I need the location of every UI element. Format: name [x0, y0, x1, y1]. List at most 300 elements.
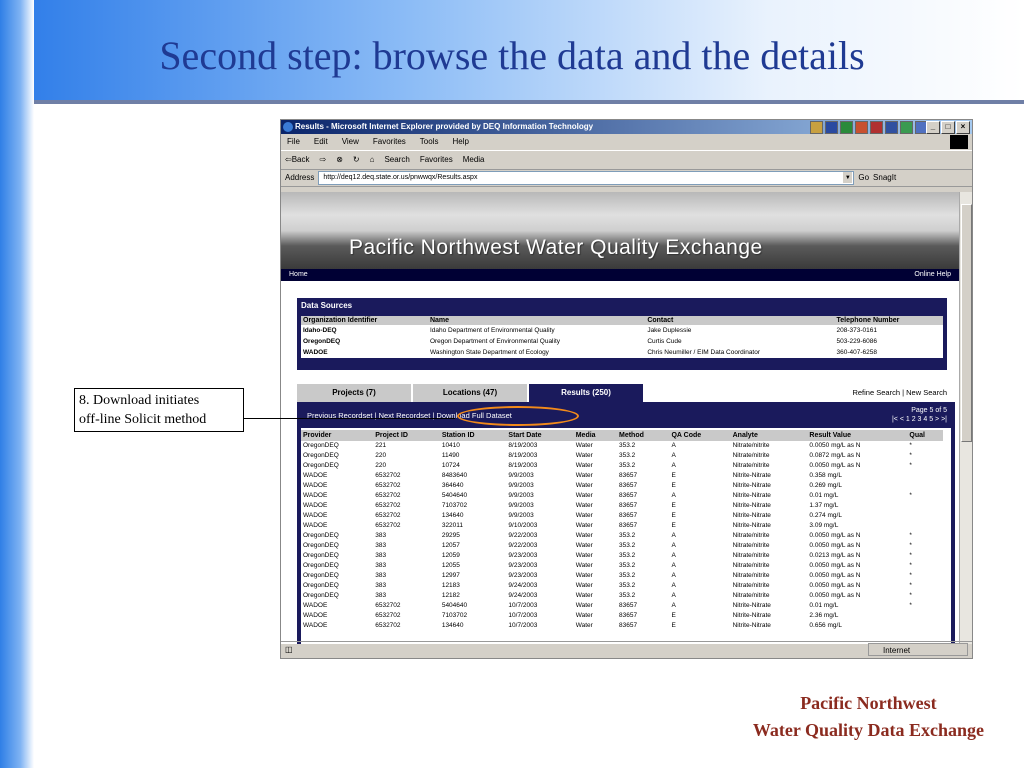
- table-cell: 383: [375, 562, 387, 569]
- table-cell: A: [671, 552, 676, 559]
- menu-edit[interactable]: Edit: [313, 137, 328, 146]
- table-cell: 9/24/2003: [508, 592, 538, 599]
- table-cell: 9/24/2003: [508, 582, 538, 589]
- menu-view[interactable]: View: [341, 137, 359, 146]
- table-row: [301, 451, 943, 461]
- table-cell: OregonDEQ: [303, 452, 339, 459]
- browser-toolbar: [281, 150, 972, 170]
- table-cell: 83657: [619, 492, 638, 499]
- refine-search-link[interactable]: Refine Search: [852, 388, 900, 397]
- column-header: Method: [617, 430, 669, 441]
- table-cell: Nitrate/nitrite: [732, 532, 770, 539]
- table-cell: 12055: [441, 562, 460, 569]
- scrollbar-thumb[interactable]: [961, 204, 972, 442]
- table-row: [301, 471, 943, 481]
- table-cell: OregonDEQ: [303, 462, 339, 469]
- table-cell: 10/7/2003: [508, 622, 538, 629]
- table-cell: 353.2: [619, 552, 636, 559]
- table-cell: [907, 481, 943, 491]
- table-cell: Water: [575, 492, 593, 499]
- menu-tools[interactable]: Tools: [419, 137, 439, 146]
- table-cell: *: [909, 492, 912, 499]
- menu-file[interactable]: File: [287, 137, 300, 146]
- favorites-button[interactable]: Favorites: [419, 155, 453, 164]
- table-cell: OregonDEQ: [303, 532, 339, 539]
- table-cell: [907, 521, 943, 531]
- data-sources-title: Data Sources: [301, 301, 353, 310]
- table-cell: [907, 611, 943, 621]
- footer-line1: Pacific Northwest: [800, 693, 937, 713]
- link-separator: |: [432, 411, 437, 420]
- table-cell: 353.2: [619, 582, 636, 589]
- table-cell: Water: [575, 582, 593, 589]
- table-cell: Nitrite-Nitrate: [732, 622, 771, 629]
- table-cell: 353.2: [619, 532, 636, 539]
- table-cell: Nitrite-Nitrate: [732, 502, 771, 509]
- table-cell: WADOE: [303, 472, 328, 479]
- pager: [892, 406, 947, 424]
- back-button[interactable]: ⇦Back: [285, 155, 310, 164]
- table-cell: 383: [375, 582, 387, 589]
- table-cell: WADOE: [303, 622, 328, 629]
- column-header: Media: [574, 430, 617, 441]
- column-header: Provider: [301, 430, 373, 441]
- table-cell: 0.0213 mg/L as N: [809, 552, 861, 559]
- table-cell: WADOE: [303, 492, 328, 499]
- table-cell: Water: [575, 602, 593, 609]
- table-cell: 12182: [441, 592, 460, 599]
- table-cell: 6532702: [375, 472, 401, 479]
- column-header: QA Code: [669, 430, 730, 441]
- table-cell: Nitrite-Nitrate: [732, 602, 771, 609]
- table-cell: Water: [575, 622, 593, 629]
- column-header: Result Value: [807, 430, 907, 441]
- table-row: [301, 441, 943, 451]
- results-table: [301, 430, 943, 631]
- table-row: [301, 581, 943, 591]
- table-cell: 83657: [619, 482, 638, 489]
- table-cell: 9/10/2003: [508, 522, 538, 529]
- outlook-icon[interactable]: [885, 121, 898, 134]
- table-cell: 83657: [619, 602, 638, 609]
- tab-projects[interactable]: Projects (7): [297, 384, 411, 402]
- table-row: [301, 481, 943, 491]
- menu-favorites[interactable]: Favorites: [372, 137, 406, 146]
- next-recordset-link[interactable]: Next Recordset: [378, 411, 431, 420]
- table-cell: Idaho Department of Environmental Quality: [429, 327, 555, 334]
- table-row: [301, 521, 943, 531]
- callout-line2: off-line Solicit method: [79, 412, 207, 427]
- table-cell: A: [671, 602, 676, 609]
- menu-bar: [281, 134, 972, 150]
- table-cell: 220: [375, 452, 387, 459]
- table-row: [301, 561, 943, 571]
- table-cell: OregonDEQ: [303, 582, 339, 589]
- table-cell: Nitrate/nitrite: [732, 582, 770, 589]
- status-bar: [281, 641, 972, 658]
- table-cell: A: [671, 542, 676, 549]
- table-cell: E: [671, 522, 676, 529]
- table-cell: Nitrate/nitrite: [732, 462, 770, 469]
- download-highlight-ellipse: [457, 406, 579, 426]
- table-cell: WADOE: [303, 512, 328, 519]
- table-cell: WADOE: [303, 602, 328, 609]
- table-cell: 12057: [441, 542, 460, 549]
- table-cell: Water: [575, 452, 593, 459]
- go-button[interactable]: Go: [858, 173, 870, 182]
- table-cell: Idaho-DEQ: [303, 327, 337, 334]
- address-label: Address: [285, 173, 315, 182]
- table-cell: 6532702: [375, 612, 401, 619]
- table-cell: A: [671, 562, 676, 569]
- window-title: Results - Microsoft Internet Explorer provided by DEQ Information Technology: [295, 122, 594, 131]
- table-cell: Oregon Department of Environmental Quality: [429, 338, 561, 345]
- table-row: [301, 551, 943, 561]
- table-cell: Nitrite-Nitrate: [732, 512, 771, 519]
- table-cell: 383: [375, 592, 387, 599]
- table-cell: A: [671, 442, 676, 449]
- table-cell: *: [909, 602, 912, 609]
- table-cell: 12183: [441, 582, 460, 589]
- data-sources-table: [301, 316, 943, 358]
- table-cell: Water: [575, 462, 593, 469]
- table-cell: 322011: [441, 522, 464, 529]
- pager-links[interactable]: |< < 1 2 3 4 5 > >|: [891, 416, 947, 423]
- table-cell: 0.358 mg/L: [809, 472, 842, 479]
- refresh-icon[interactable]: ↻: [352, 155, 360, 164]
- table-cell: A: [671, 592, 676, 599]
- table-cell: E: [671, 472, 676, 479]
- table-cell: *: [909, 452, 912, 459]
- table-cell: WADOE: [303, 502, 328, 509]
- table-cell: 2.36 mg/L: [809, 612, 839, 619]
- results-panel: [297, 402, 955, 644]
- table-cell: A: [671, 532, 676, 539]
- page-status-icon: ◫: [285, 645, 293, 654]
- table-cell: 0.656 mg/L: [809, 622, 842, 629]
- table-cell: 9/22/2003: [508, 542, 538, 549]
- address-value: http://deq12.deq.state.or.us/pnwwqx/Results.aspx: [323, 174, 478, 181]
- table-cell: Water: [575, 522, 593, 529]
- table-row: [301, 347, 943, 358]
- table-cell: [907, 471, 943, 481]
- excel-icon[interactable]: [840, 121, 853, 134]
- table-cell: *: [909, 562, 912, 569]
- table-cell: 0.0050 mg/L as N: [809, 532, 861, 539]
- table-row: [301, 501, 943, 511]
- table-cell: 0.0050 mg/L as N: [809, 562, 861, 569]
- table-cell: Nitrite-Nitrate: [732, 492, 771, 499]
- table-cell: 0.0050 mg/L as N: [809, 462, 861, 469]
- table-cell: 353.2: [619, 592, 636, 599]
- table-cell: WADOE: [303, 482, 328, 489]
- table-cell: 6532702: [375, 512, 401, 519]
- word-icon[interactable]: [825, 121, 838, 134]
- table-cell: 0.01 mg/L: [809, 492, 839, 499]
- table-cell: A: [671, 452, 676, 459]
- new-search-link[interactable]: New Search: [906, 388, 947, 397]
- table-row: [301, 325, 943, 336]
- column-header: Project ID: [373, 430, 440, 441]
- table-cell: WADOE: [303, 522, 328, 529]
- table-cell: 6532702: [375, 622, 401, 629]
- table-cell: 0.269 mg/L: [809, 482, 842, 489]
- table-cell: 10410: [441, 442, 460, 449]
- data-sources-panel: [297, 298, 947, 370]
- table-cell: *: [909, 442, 912, 449]
- table-cell: 9/22/2003: [508, 532, 538, 539]
- table-cell: 83657: [619, 622, 638, 629]
- table-cell: Water: [575, 472, 593, 479]
- window-controls: [926, 121, 970, 134]
- table-cell: E: [671, 612, 676, 619]
- link-separator: |: [374, 411, 379, 420]
- table-cell: *: [909, 542, 912, 549]
- table-row: [301, 601, 943, 611]
- menu-help[interactable]: Help: [452, 137, 469, 146]
- table-cell: 383: [375, 542, 387, 549]
- table-cell: 12059: [441, 552, 460, 559]
- table-cell: 5404640: [441, 492, 468, 499]
- callout-box: [74, 388, 244, 432]
- column-header: Telephone Number: [835, 316, 943, 325]
- table-cell: *: [909, 462, 912, 469]
- acrobat-icon[interactable]: [870, 121, 883, 134]
- table-cell: 8/19/2003: [508, 462, 538, 469]
- table-cell: *: [909, 592, 912, 599]
- table-cell: 0.0050 mg/L as N: [809, 442, 861, 449]
- search-links: [852, 384, 947, 402]
- snagit-button[interactable]: SnagIt: [873, 173, 897, 182]
- table-cell: 7103702: [441, 502, 468, 509]
- table-cell: OregonDEQ: [303, 552, 339, 559]
- table-cell: 0.0050 mg/L as N: [809, 572, 861, 579]
- close-icon[interactable]: ×: [956, 121, 970, 134]
- table-cell: 220: [375, 462, 387, 469]
- table-cell: *: [909, 582, 912, 589]
- table-row: [301, 461, 943, 471]
- table-cell: OregonDEQ: [303, 542, 339, 549]
- table-row: [301, 511, 943, 521]
- table-cell: Nitrite-Nitrate: [732, 472, 771, 479]
- maximize-icon[interactable]: □: [941, 121, 955, 134]
- table-cell: OregonDEQ: [303, 442, 339, 449]
- table-cell: 0.0050 mg/L as N: [809, 582, 861, 589]
- table-row: [301, 491, 943, 501]
- table-cell: Nitrate/nitrite: [732, 442, 770, 449]
- table-cell: E: [671, 512, 676, 519]
- table-cell: 353.2: [619, 452, 636, 459]
- site-navbar: [281, 269, 961, 281]
- table-cell: Water: [575, 532, 593, 539]
- table-cell: OregonDEQ: [303, 338, 341, 345]
- table-row: [301, 336, 943, 347]
- table-cell: 353.2: [619, 442, 636, 449]
- table-cell: 9/9/2003: [508, 502, 534, 509]
- table-cell: 503-229-6086: [836, 338, 877, 345]
- table-cell: Washington State Department of Ecology: [429, 349, 549, 356]
- page-scrollbar[interactable]: [959, 192, 972, 644]
- column-header: Qual: [907, 430, 943, 441]
- table-cell: 8/19/2003: [508, 442, 538, 449]
- table-cell: Jake Duplessie: [647, 327, 692, 334]
- table-cell: 383: [375, 552, 387, 559]
- table-cell: 353.2: [619, 572, 636, 579]
- table-cell: 9/23/2003: [508, 552, 538, 559]
- media-button[interactable]: Media: [462, 155, 485, 164]
- table-cell: 6532702: [375, 602, 401, 609]
- table-cell: E: [671, 622, 676, 629]
- title-rule: [34, 100, 1024, 104]
- table-cell: Nitrate/nitrite: [732, 562, 770, 569]
- table-cell: Nitrate/nitrite: [732, 542, 770, 549]
- table-cell: WADOE: [303, 349, 328, 356]
- table-cell: 8483640: [441, 472, 468, 479]
- address-input[interactable]: [318, 171, 854, 185]
- table-cell: E: [671, 482, 676, 489]
- table-cell: Water: [575, 542, 593, 549]
- table-cell: Water: [575, 592, 593, 599]
- table-cell: A: [671, 492, 676, 499]
- nav-home-link[interactable]: Home: [289, 271, 308, 278]
- table-cell: 83657: [619, 512, 638, 519]
- results-tabs: [297, 384, 947, 402]
- home-icon[interactable]: ⌂: [369, 155, 375, 164]
- ie-launch-icon[interactable]: [900, 121, 913, 134]
- table-cell: Water: [575, 572, 593, 579]
- table-cell: 6532702: [375, 492, 401, 499]
- table-row: [301, 541, 943, 551]
- address-dropdown-icon[interactable]: ▼: [843, 172, 852, 183]
- browser-window: [280, 119, 973, 659]
- tab-results[interactable]: Results (250): [529, 384, 643, 402]
- table-cell: Nitrate/nitrite: [732, 452, 770, 459]
- table-cell: E: [671, 502, 676, 509]
- tab-locations[interactable]: Locations (47): [413, 384, 527, 402]
- table-cell: 10724: [441, 462, 460, 469]
- table-cell: 0.0050 mg/L as N: [809, 542, 861, 549]
- column-header: Name: [428, 316, 645, 325]
- toolbar-app-icons: [810, 121, 928, 134]
- table-row: [301, 621, 943, 631]
- column-header: Start Date: [506, 430, 573, 441]
- table-cell: OregonDEQ: [303, 572, 339, 579]
- table-cell: 83657: [619, 612, 638, 619]
- table-cell: 12997: [441, 572, 460, 579]
- windows-logo-icon: [950, 135, 968, 149]
- table-cell: 8/19/2003: [508, 452, 538, 459]
- column-header: Analyte: [731, 430, 808, 441]
- powerpoint-icon[interactable]: [855, 121, 868, 134]
- table-cell: [907, 621, 943, 631]
- table-cell: Nitrate/nitrite: [732, 572, 770, 579]
- table-cell: Nitrite-Nitrate: [732, 522, 771, 529]
- table-cell: 353.2: [619, 562, 636, 569]
- table-cell: 83657: [619, 502, 638, 509]
- search-button[interactable]: Search: [384, 155, 410, 164]
- table-cell: 11490: [441, 452, 460, 459]
- table-cell: 221: [375, 442, 387, 449]
- table-cell: 83657: [619, 522, 638, 529]
- table-cell: 0.0050 mg/L as N: [809, 592, 861, 599]
- column-header: Organization Identifier: [301, 316, 428, 325]
- column-header: Station ID: [440, 430, 507, 441]
- nav-help-link[interactable]: Online Help: [914, 271, 951, 278]
- table-cell: 10/7/2003: [508, 602, 538, 609]
- download-full-dataset-link[interactable]: Download Full Dataset: [436, 411, 512, 420]
- results-header: [301, 402, 951, 428]
- table-cell: 353.2: [619, 462, 636, 469]
- table-cell: 7103702: [441, 612, 468, 619]
- table-cell: 134640: [441, 622, 464, 629]
- table-row: [301, 571, 943, 581]
- table-cell: 83657: [619, 472, 638, 479]
- table-cell: Water: [575, 512, 593, 519]
- link-separator: |: [902, 388, 907, 397]
- table-cell: Water: [575, 562, 593, 569]
- table-cell: WADOE: [303, 612, 328, 619]
- table-cell: 383: [375, 532, 387, 539]
- table-cell: 0.01 mg/L: [809, 602, 839, 609]
- ie-icon: [283, 122, 293, 132]
- table-cell: 29295: [441, 532, 460, 539]
- table-cell: 9/9/2003: [508, 482, 534, 489]
- table-cell: 134640: [441, 512, 464, 519]
- table-cell: Curtis Cude: [647, 338, 682, 345]
- table-cell: *: [909, 572, 912, 579]
- stop-icon[interactable]: ⊗: [336, 155, 343, 164]
- table-cell: Water: [575, 552, 593, 559]
- status-zone: Internet: [868, 643, 968, 656]
- table-cell: Chris Neumiller / EIM Data Coordinator: [647, 349, 761, 356]
- table-cell: 364640: [441, 482, 464, 489]
- table-cell: 353.2: [619, 542, 636, 549]
- table-row: [301, 611, 943, 621]
- table-cell: 1.37 mg/L: [809, 502, 839, 509]
- table-cell: Nitrate/nitrite: [732, 592, 770, 599]
- table-cell: 3.09 mg/L: [809, 522, 839, 529]
- slide-title: Second step: browse the data and the details: [159, 33, 865, 78]
- callout-connector: [244, 418, 455, 419]
- table-cell: *: [909, 532, 912, 539]
- app-icon[interactable]: [810, 121, 823, 134]
- minimize-icon[interactable]: _: [926, 121, 940, 134]
- table-cell: OregonDEQ: [303, 562, 339, 569]
- table-cell: Water: [575, 442, 593, 449]
- table-row: [301, 591, 943, 601]
- table-cell: A: [671, 572, 676, 579]
- table-cell: 9/23/2003: [508, 572, 538, 579]
- table-cell: 9/9/2003: [508, 472, 534, 479]
- table-cell: A: [671, 462, 676, 469]
- table-cell: 9/9/2003: [508, 492, 534, 499]
- banner-title: Pacific Northwest Water Quality Exchange: [349, 236, 763, 259]
- table-row: [301, 531, 943, 541]
- table-cell: Nitrite-Nitrate: [732, 612, 771, 619]
- forward-button[interactable]: ⇨: [319, 155, 327, 164]
- table-cell: Nitrite-Nitrate: [732, 482, 771, 489]
- browser-titlebar: [281, 120, 972, 134]
- page-info: Page 5 of 5: [911, 407, 947, 414]
- table-cell: 383: [375, 572, 387, 579]
- table-cell: [907, 501, 943, 511]
- address-bar: [281, 170, 972, 187]
- column-header: Contact: [645, 316, 834, 325]
- previous-recordset-link[interactable]: Previous Recordset: [307, 411, 373, 420]
- table-cell: 9/23/2003: [508, 562, 538, 569]
- table-cell: *: [909, 552, 912, 559]
- table-cell: 9/9/2003: [508, 512, 534, 519]
